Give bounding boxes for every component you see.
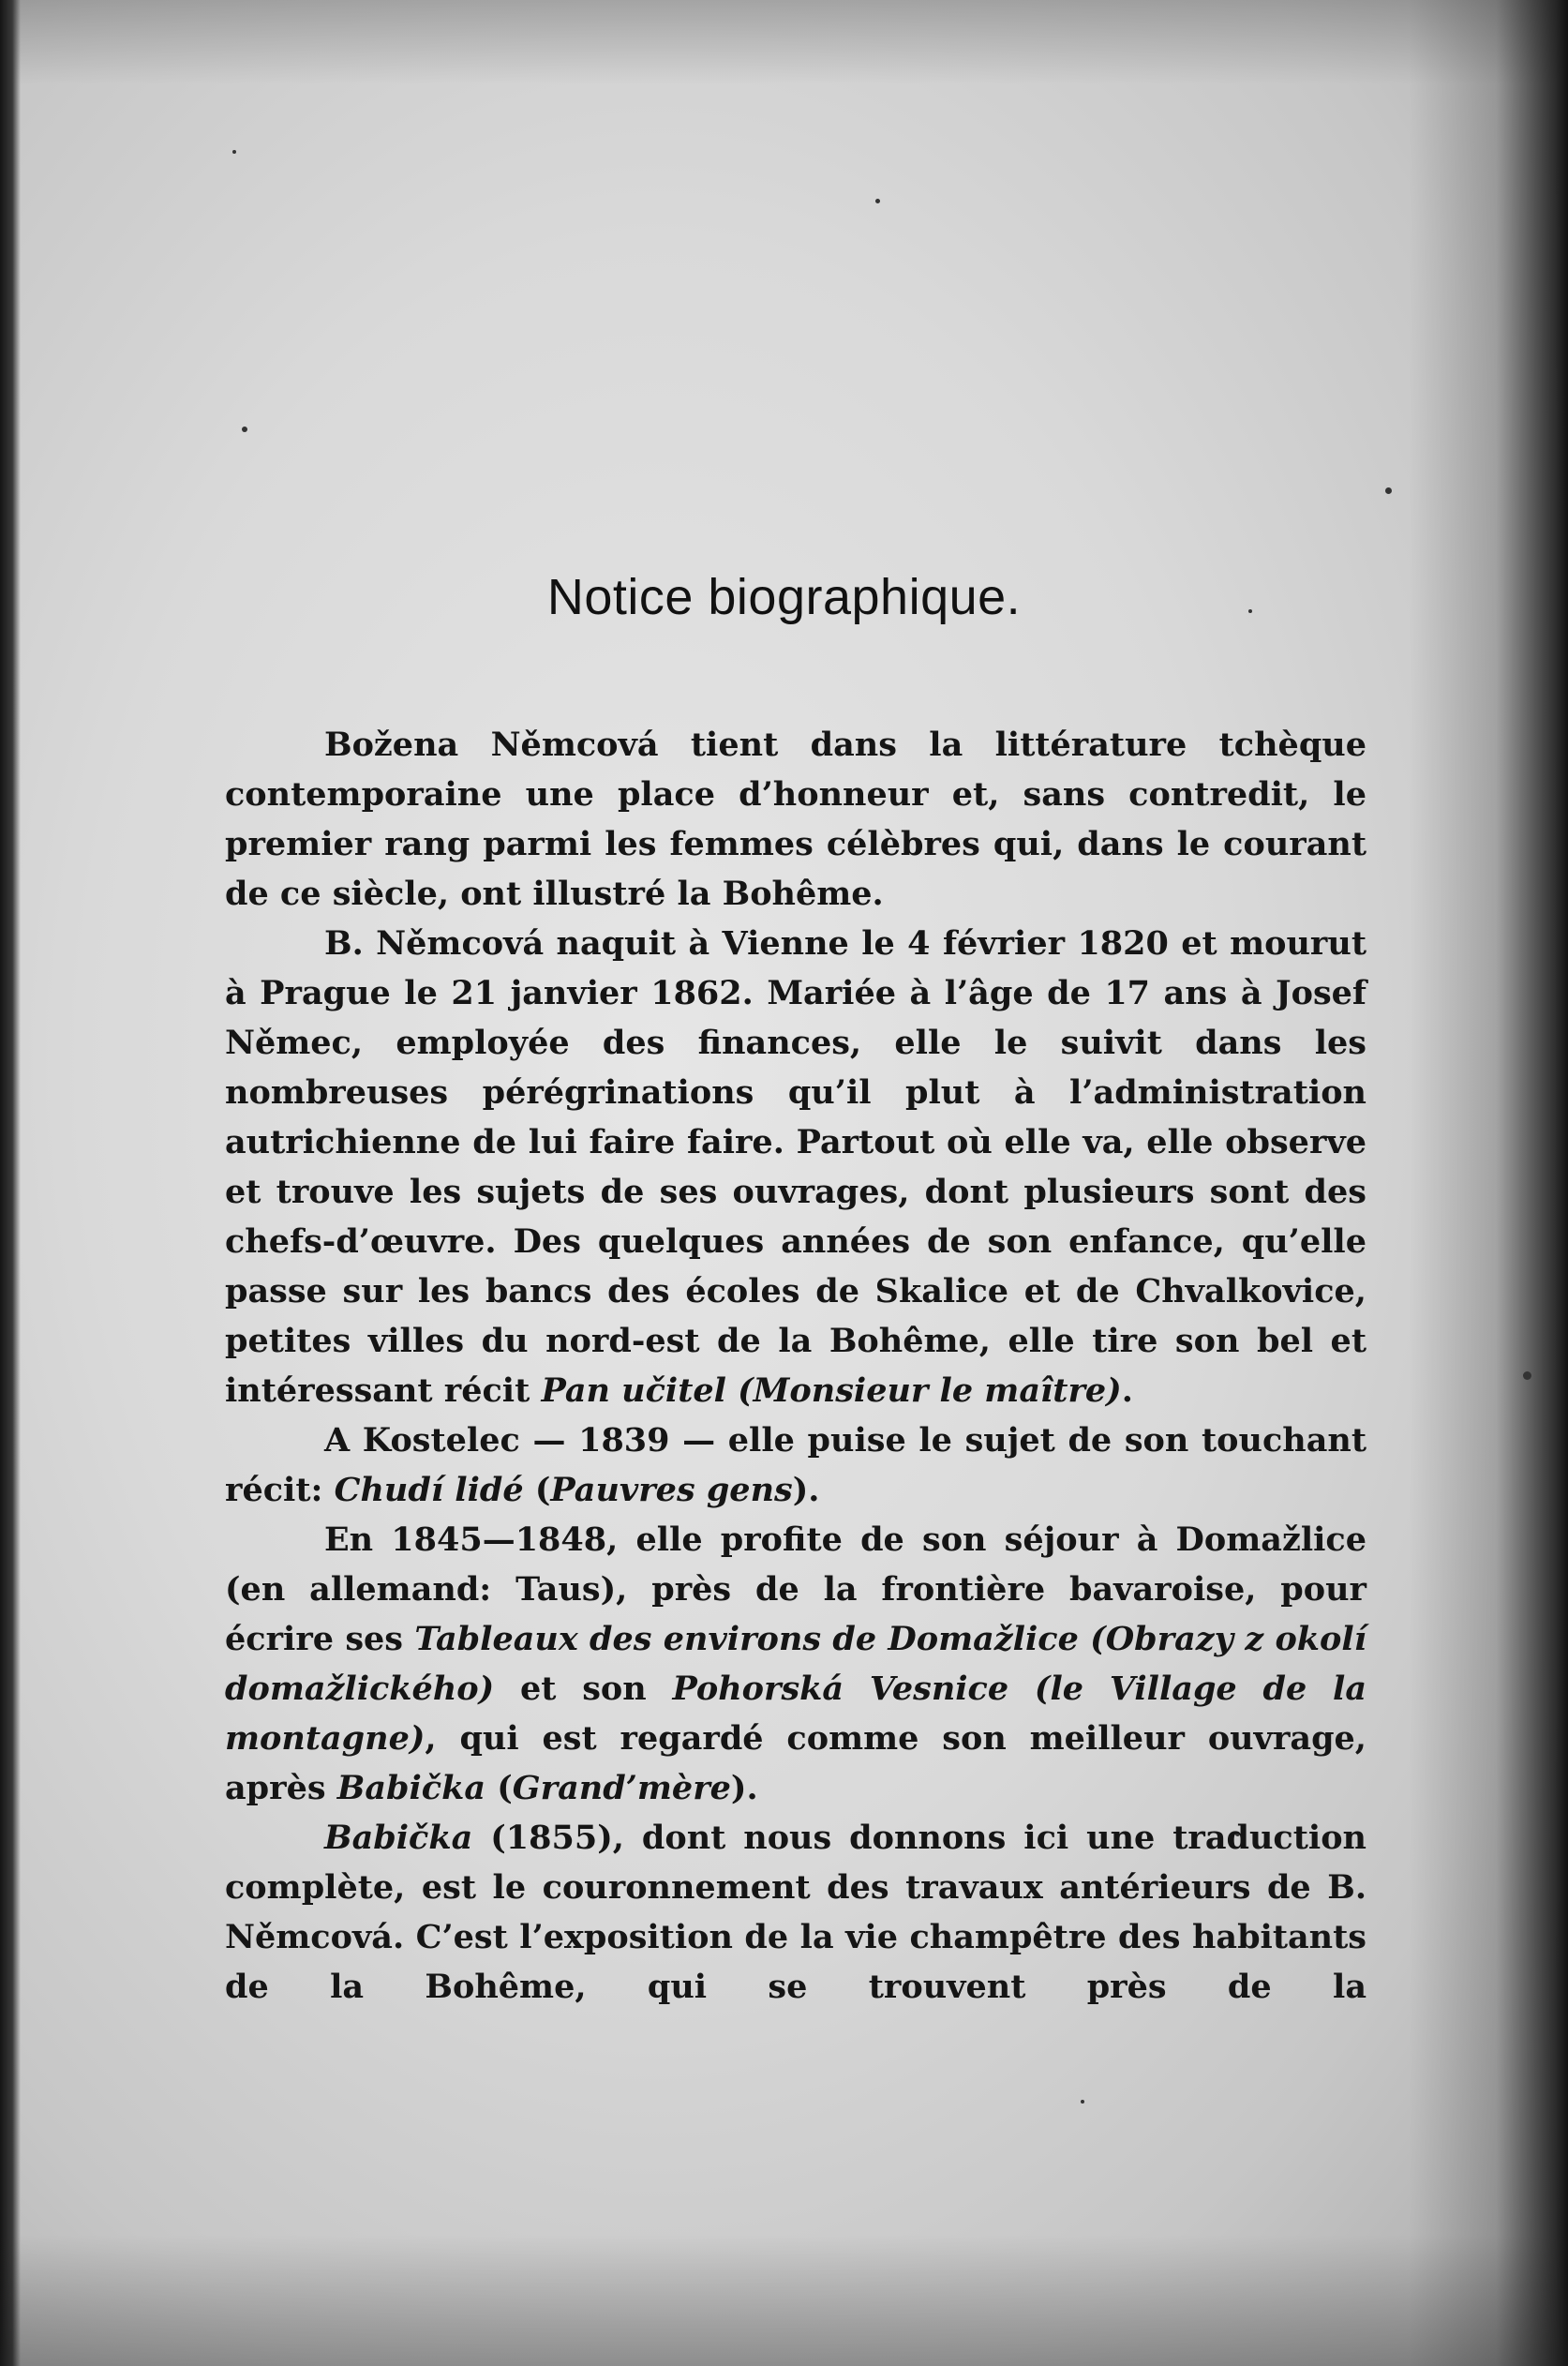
paragraph: [225, 1813, 1366, 2012]
paragraph: [225, 1415, 1366, 1515]
page-title: Notice biographique.: [546, 569, 1022, 625]
scan-speck: [875, 199, 880, 203]
paragraph-text: A Kostelec — 1839 — elle puise le sujet de son touchant récit:: [225, 1421, 1366, 1509]
scan-speck: [242, 427, 247, 432]
italic-title-text: Pohorská Vesnice (le Village de la montagne): [225, 1670, 1366, 1758]
paragraph-text: Božena Němcová tient dans la littérature tchèque contemporaine une place d’honneur et, sans contredit, le premier rang parmi les femmes célèbres qui, dans le courant de ce siècle, ont illustré la Bohême.: [225, 726, 1366, 913]
paragraph-text: (1855), dont nous donnons ici une traduction complète, est le couronnement des travaux antérieurs de B. Němcová. C’est l’exposition de la vie champêtre des habitants de la Bohême, qui se trouvent près de la: [225, 1819, 1366, 2006]
italic-title-text: Grand’mère: [512, 1769, 731, 1807]
scan-speck: [1385, 487, 1392, 494]
paragraph-text: ).: [792, 1471, 820, 1509]
paragraph-text: .: [1121, 1371, 1133, 1410]
paragraph-text: , qui est regardé comme son meilleur ouvrage, après: [225, 1719, 1366, 1807]
paragraph-text: (: [485, 1769, 513, 1807]
italic-title-text: Pauvres gens: [550, 1471, 793, 1509]
italic-title-text: Babička: [324, 1819, 473, 1857]
page-left-binding-shadow: [0, 0, 21, 2366]
page-top-shadow: [0, 0, 1568, 84]
italic-title-text: Chudí lidé: [334, 1471, 524, 1509]
italic-title-text: Pan učitel (Monsieur le maître): [541, 1371, 1122, 1410]
paragraph: [225, 1515, 1366, 1813]
italic-title-text: Tableaux des environs de Domažlice (Obrazy z okolí domažlického): [225, 1620, 1366, 1708]
page-bottom-shadow: [0, 2235, 1568, 2366]
paragraph: [225, 919, 1366, 1415]
body-text: [225, 720, 1366, 2012]
scan-speck: [232, 150, 236, 154]
italic-title-text: Babička: [336, 1769, 486, 1807]
page-right-edge-shadow: [1409, 0, 1568, 2366]
paragraph-text: B. Němcová naquit à Vienne le 4 février 1820 et mourut à Prague le 21 janvier 1862. Mariée à l’âge de 17 ans à Josef Němec, employée des finances, elle le suivit dans les nombreuses pérégrinations qu’il plut à l’administration autrichienne de lui faire faire. Partout où elle va, elle observe et trouve les sujets de ses ouvrages, dont plusieurs sont des chefs-d’œuvre. Des quelques années de son enfance, qu’elle passe sur les bancs des écoles de Skalice et de Chvalkovice, petites villes du nord-est de la Bohême, elle tire son bel et intéressant récit: [225, 924, 1366, 1410]
paragraph-text: (: [523, 1471, 551, 1509]
scan-speck: [1523, 1371, 1531, 1380]
paragraph-text: ).: [730, 1769, 758, 1807]
paragraph: [225, 720, 1366, 919]
scan-speck: [1081, 2100, 1084, 2104]
paragraph-text: En 1845—1848, elle profite de son séjour à Domažlice (en allemand: Taus), près de la frontière bavaroise, pour écrire ses: [225, 1520, 1366, 1658]
paragraph-text: et son: [494, 1670, 673, 1708]
